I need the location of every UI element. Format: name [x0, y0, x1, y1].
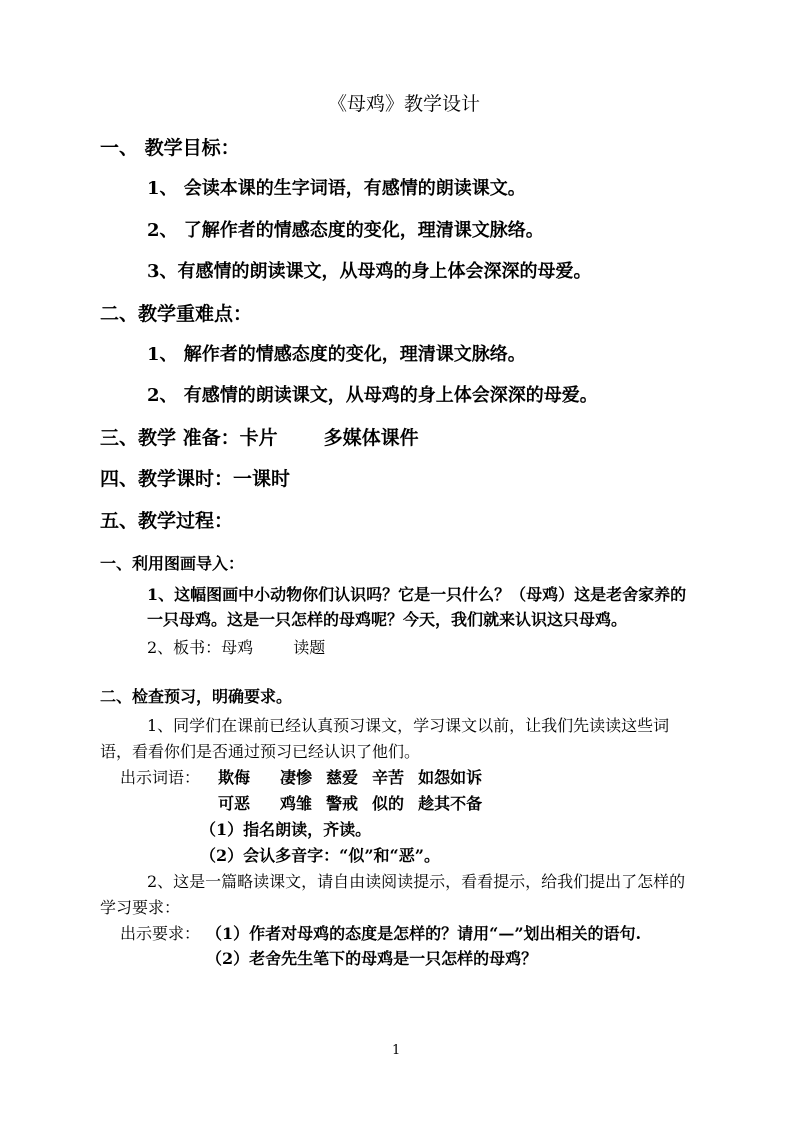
key-points-heading: 二、教学重难点： [100, 303, 253, 325]
preparation-value: 多媒体课件 [323, 427, 419, 449]
goals-heading: 一、 教学目标： [100, 137, 240, 159]
process-heading: 五、教学过程： [100, 510, 234, 532]
word: 可恶 [218, 794, 251, 813]
word: 鸡雏 [280, 794, 313, 813]
word: 如怨如诉 [418, 768, 483, 787]
page-number: 1 [392, 1043, 401, 1058]
board-action: 读题 [293, 638, 326, 657]
step1-heading: 一、利用图画导入： [100, 554, 245, 573]
requirement-item: （1）作者对母鸡的态度是怎样的？请用“—”划出相关的语句. [206, 924, 642, 943]
key-point-item: 2、 有感情的朗读课文，从母鸡的身上体会深深的母爱。 [147, 385, 598, 406]
periods-line: 四、教学课时：一课时 [100, 468, 291, 490]
key-point-item: 1、 解作者的情感态度的变化，理清课文脉络。 [147, 344, 526, 365]
step2-heading: 二、检查预习，明确要求。 [100, 687, 293, 706]
words-row-1 [218, 770, 482, 786]
step2-paragraph-line: 2、这是一篇略读课文，请自由读阅读提示，看看提示，给我们提出了怎样的 [147, 872, 686, 891]
step2-paragraph-line: 语，看看你们是否通过预习已经认识了他们。 [100, 742, 421, 761]
goal-item: 1、 会读本课的生字词语，有感情的朗读课文。 [147, 178, 526, 199]
requirement-item: （2）老舍先生笔下的母鸡是一只怎样的母鸡？ [206, 949, 538, 968]
requirements-label: 出示要求： [120, 924, 201, 943]
word: 慈爱 [326, 768, 359, 787]
word: 趁其不备 [418, 794, 483, 813]
sub-item: （1）指名朗读，齐读。 [200, 820, 372, 839]
step2-paragraph-line: 学习要求： [100, 898, 181, 917]
words-row-2 [218, 796, 482, 812]
document-title: 《母鸡》教学设计 [328, 93, 481, 115]
board-label: 2、板书：母鸡 [147, 638, 254, 657]
goal-item: 3、有感情的朗读课文，从母鸡的身上体会深深的母爱。 [147, 261, 592, 282]
words-label: 出示词语： [120, 768, 201, 787]
word: 欺侮 [218, 768, 251, 787]
step1-line: 一只母鸡。这是一只怎样的母鸡呢？今天，我们就来认识这只母鸡。 [147, 610, 628, 629]
board-line [147, 640, 325, 656]
preparation-line [100, 429, 419, 448]
word: 辛苦 [372, 768, 405, 787]
word: 凄惨 [280, 768, 313, 787]
step1-line: 1、这幅图画中小动物你们认识吗？它是一只什么？（母鸡）这是老舍家养的 [147, 585, 687, 604]
word: 警戒 [326, 794, 359, 813]
word: 似的 [372, 794, 405, 813]
step2-paragraph-line: 1、同学们在课前已经认真预习课文，学习课文以前，让我们先读读这些词 [147, 716, 670, 735]
goal-item: 2、 了解作者的情感态度的变化，理清课文脉络。 [147, 220, 544, 241]
preparation-label: 三、教学 准备：卡片 [100, 427, 278, 449]
sub-item: （2）会认多音字：“似”和“恶”。 [200, 846, 440, 865]
